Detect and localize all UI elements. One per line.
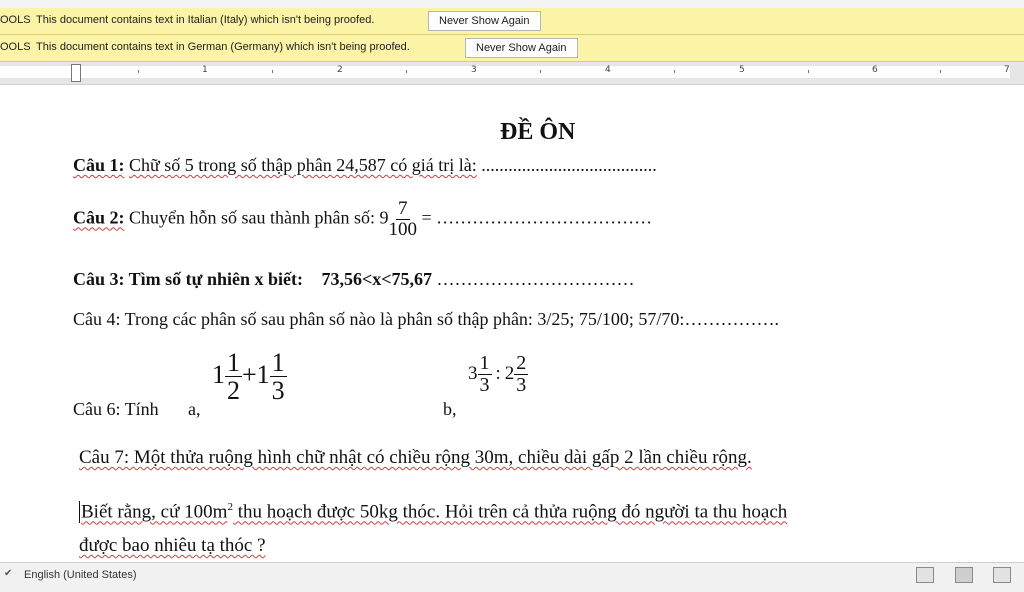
question-2 xyxy=(73,199,652,240)
q6b-numerator-1: 1 xyxy=(479,352,490,374)
ruler-number: 6 xyxy=(872,65,878,75)
q3-blank: …………………………… xyxy=(436,269,635,289)
q3-label: Câu 3: Tìm số tự nhiên x biết: xyxy=(73,269,303,289)
q7-line-1: Câu 7: Một thửa ruộng hình chữ nhật có chiều rộng 30m, chiều dài gấp 2 lần chiều rộng. xyxy=(79,447,752,468)
q1-blank: ....................................... xyxy=(481,155,657,175)
q6a-numerator-2: 1 xyxy=(271,348,285,377)
ruler-number: 3 xyxy=(471,65,477,75)
q6b-operator: : xyxy=(495,362,501,384)
text-cursor xyxy=(79,501,80,523)
print-layout-icon[interactable] xyxy=(955,567,973,583)
q6a-whole-1: 1 xyxy=(212,359,225,389)
ruler-tick xyxy=(808,70,809,73)
q6a-fraction-1 xyxy=(225,349,242,405)
q6b-whole-1: 3 xyxy=(468,362,478,384)
notification-label: OOLS xyxy=(0,41,31,53)
language-indicator[interactable]: English (United States) xyxy=(24,569,137,581)
q6a-operator: + xyxy=(242,359,257,389)
ruler-tick xyxy=(940,70,941,73)
q6a-whole-2: 1 xyxy=(256,359,270,389)
web-layout-icon[interactable] xyxy=(993,567,1011,583)
ruler-number: 1 xyxy=(202,65,208,75)
notification-label: OOLS xyxy=(0,14,31,26)
notification-message: This document contains text in German (Germany) which isn't being proofed. xyxy=(36,41,410,53)
q2-label: Câu 2: xyxy=(73,207,125,228)
indent-marker[interactable] xyxy=(71,64,81,82)
document-page[interactable] xyxy=(0,85,1024,562)
q6b-denominator-1: 3 xyxy=(479,374,490,396)
question-7-line-1 xyxy=(79,447,752,469)
question-1 xyxy=(73,155,657,176)
question-4 xyxy=(73,309,779,330)
q7-line-3: được bao nhiêu tạ thóc ? xyxy=(79,535,266,556)
ruler-tick xyxy=(406,70,407,73)
q6b-numerator-2: 2 xyxy=(516,352,527,374)
q1-label: Câu 1: xyxy=(73,155,125,175)
ruler-number: 7 xyxy=(1004,65,1010,75)
question-7-line-3 xyxy=(79,535,266,557)
ruler-tick xyxy=(138,70,139,73)
notification-message: This document contains text in Italian (Italy) which isn't being proofed. xyxy=(36,14,375,26)
q7-line-2-part-a: Biết rằng, cứ 100m xyxy=(81,501,228,523)
notification-bar-german xyxy=(0,35,1024,62)
q2-denominator: 100 xyxy=(388,218,417,240)
q6a-numerator-1: 1 xyxy=(227,348,240,377)
q6-part-b-label: b, xyxy=(443,399,457,419)
q2-text: Chuyển hỗn số sau thành phân số: xyxy=(129,207,375,228)
ruler-tick xyxy=(272,70,273,73)
q6a-fraction-2 xyxy=(270,349,287,405)
q6-expression-a xyxy=(212,349,287,405)
q6b-fraction-1 xyxy=(478,353,492,396)
q7-line-2-part-b: thu hoạch được 50kg thóc. Hỏi trên cả thửa ruộng đó người ta thu hoạch xyxy=(232,501,788,523)
question-3 xyxy=(73,269,635,290)
q2-equals: = xyxy=(421,207,432,228)
q1-text: Chữ số 5 trong số thập phân 24,587 có giá trị là: xyxy=(129,155,477,175)
q6-part-a-label: a, xyxy=(188,399,201,419)
q2-numerator: 7 xyxy=(398,198,408,219)
horizontal-ruler[interactable] xyxy=(0,62,1024,85)
ruler-number: 2 xyxy=(337,65,343,75)
document-title: ĐỀ ÔN xyxy=(500,119,576,145)
ruler-number: 4 xyxy=(605,65,611,75)
ruler-track xyxy=(0,66,1010,78)
q6a-denominator-2: 3 xyxy=(271,376,285,406)
q7-superscript: 2 xyxy=(227,501,233,513)
notification-bar-italian xyxy=(0,8,1024,35)
read-mode-icon[interactable] xyxy=(916,567,934,583)
question-7-line-2 xyxy=(81,501,787,523)
q2-blank: ……………………………… xyxy=(436,207,653,228)
q6b-denominator-2: 3 xyxy=(516,374,527,396)
status-bar xyxy=(0,562,1024,592)
ruler-tick xyxy=(540,70,541,73)
q2-fraction xyxy=(389,199,418,240)
q4-text: Câu 4: Trong các phân số sau phân số nào là phân số thập phân: 3/25; 75/100; 57/70: xyxy=(73,309,685,329)
never-show-again-button-german[interactable]: Never Show Again xyxy=(465,38,578,58)
q6-label: Câu 6: Tính xyxy=(73,399,159,419)
q3-expression: 73,56<x<75,67 xyxy=(321,269,433,289)
q4-blank: ……………. xyxy=(684,309,779,329)
q6b-whole-2: 2 xyxy=(504,362,515,384)
ruler-tick xyxy=(674,70,675,73)
ruler-number: 5 xyxy=(739,65,745,75)
q6-expression-b xyxy=(468,353,528,396)
q2-whole: 9 xyxy=(379,207,389,228)
q6b-fraction-2 xyxy=(514,353,528,396)
proofing-icon[interactable]: ✔ xyxy=(4,568,13,579)
never-show-again-button-italian[interactable]: Never Show Again xyxy=(428,11,541,31)
q6a-denominator-1: 2 xyxy=(227,376,240,406)
